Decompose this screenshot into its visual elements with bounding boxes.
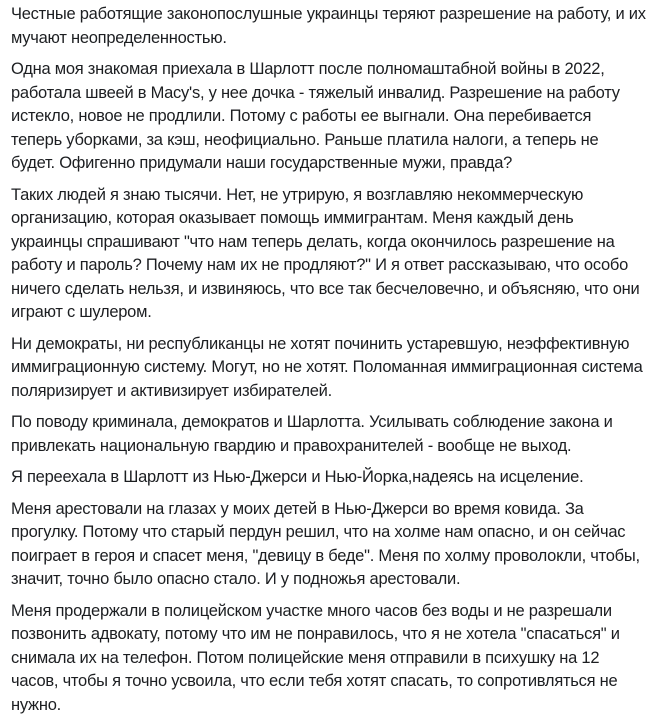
post-paragraph: Таких людей я знаю тысячи. Нет, не утрирую, я возглавляю некоммерческую организацию, которая оказывает помощь иммигрантам. Меня каждый день украинцы спрашивают "что нам теперь делать, когда окончилось разрешение на работу и пароль? Почему нам их не продляют?" И я ответ рассказываю, что особо ничего сделать нельзя, и извиняюсь, что все так бесчеловечно, и объясняю, что они играют с шулером.	[11, 184, 646, 325]
post-paragraph: Одна моя знакомая приехала в Шарлотт после полномаштабной войны в 2022, работала швеей в Macy's, у нее дочка - тяжелый инвалид. Разрешение на работу истекло, новое не продлили. Потому с работы ее выгнали. Она перебивается теперь уборками, за кэш, неофициально. Раньше платила налоги, а теперь не будет. Офигенно придумали наши государственные мужи, правда?	[11, 58, 646, 176]
post-paragraph: Честные работящие законопослушные украинцы теряют разрешение на работу, и их мучают неопределенностью.	[11, 3, 646, 50]
post-paragraph: Меня продержали в полицейском участке много часов без воды и не разрешали позвонить адвокату, потому что им не понравилось, что я не хотела "спасаться" и снимала их на телефон. Потом полицейские меня отправили в психушку на 12 часов, чтобы я точно усвоила, что если тебя хотят спасать, то сопротивляться не нужно.	[11, 600, 646, 717]
post-paragraph: Меня арестовали на глазах у моих детей в Нью-Джерси во время ковида. За прогулку. Потому что старый пердун решил, что на холме нам опасно, и он сейчас поиграет в героя и спасет меня, "девицу в беде". Меня по холму проволокли, чтобы, значит, точно было опасно стало. И у подножья арестовали.	[11, 498, 646, 592]
post-paragraph: По поводу криминала, демократов и Шарлотта. Усилывать соблюдение закона и привлекать национальную гвардию и правохранителей - вообще не выход.	[11, 411, 646, 458]
post-paragraph: Я переехала в Шарлотт из Нью-Джерси и Нью-Йорка,надеясь на исцеление.	[11, 466, 646, 490]
post-paragraph: Ни демократы, ни республиканцы не хотят починить устаревшую, неэффективную иммиграционную систему. Могут, но не хотят. Поломанная иммиграционная система поляризирует и активизирует избирателей.	[11, 333, 646, 404]
